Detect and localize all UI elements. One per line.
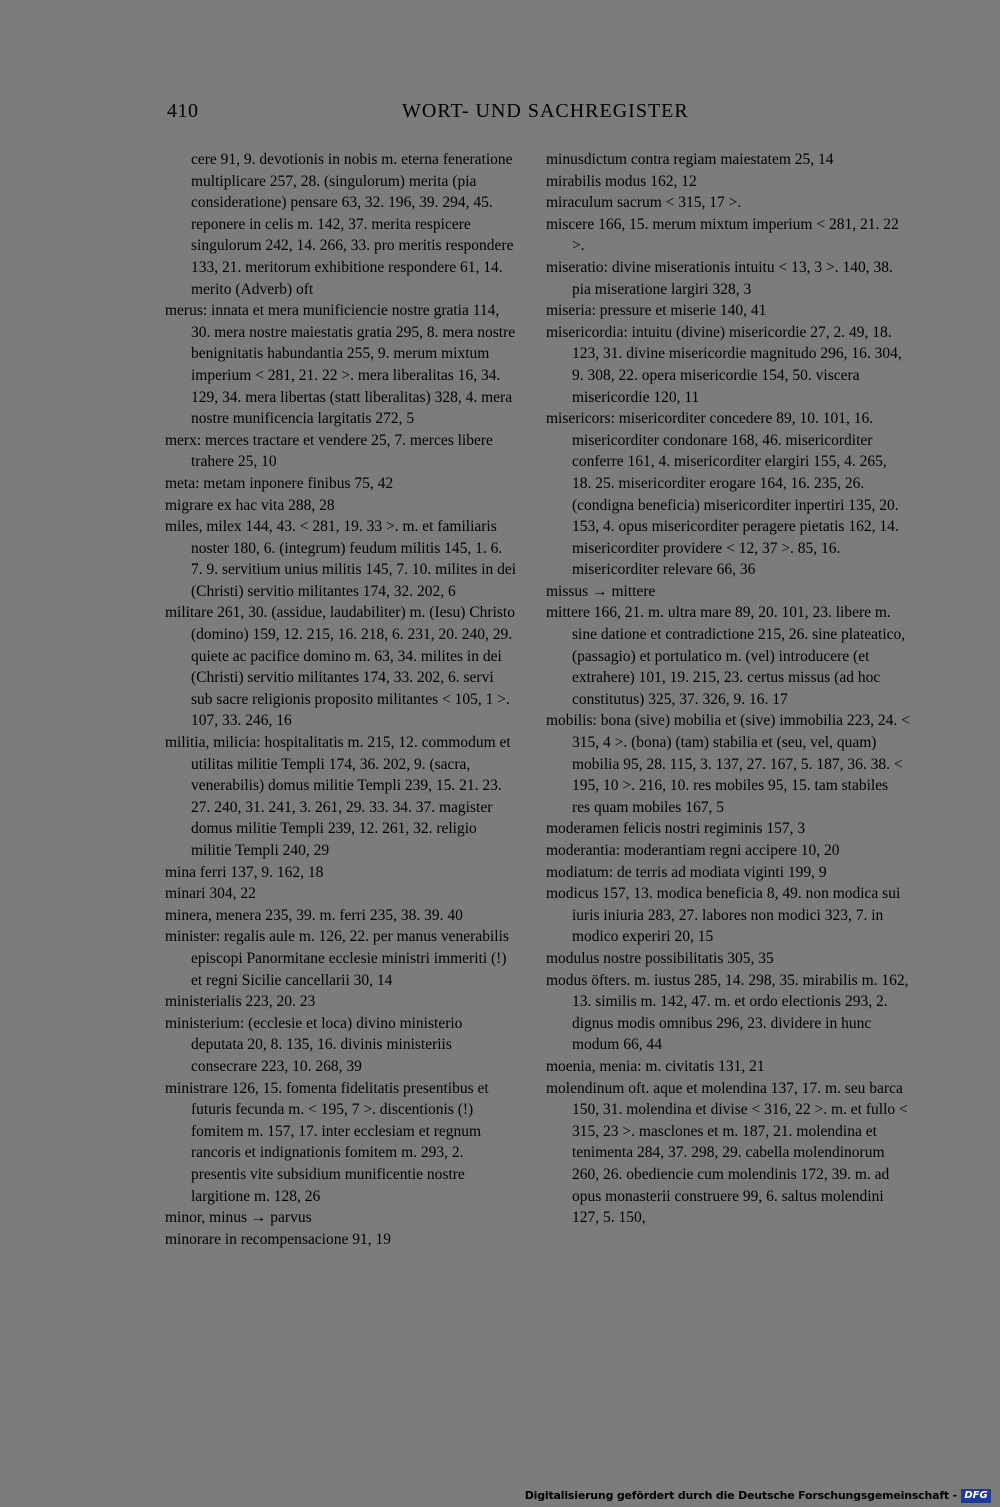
- index-entry: minari 304, 22: [165, 885, 256, 903]
- index-entry: cere 91, 9. devotionis in nobis m. eterna feneratione multiplicare 257, 28. (singulorum) merita (pia consideratione) pensare 63, 32. 196, 39. 294, 45. reponere in celis m. 142, 37. merita respicere singulorum 242, 14. 266, 33. pro meritis respondere 133, 21. meritorum exhibitione respondere 61, 14. merito (Adverb) oft: [191, 151, 514, 298]
- index-entry: mina ferri 137, 9. 162, 18: [165, 863, 324, 881]
- index-entry: militare 261, 30. (assidue, laudabiliter) m. (Iesu) Christo (domino) 159, 12. 215, 16. 218, 6. 231, 20. 240, 29. quiete ac pacifice domino m. 63, 34. milites in dei (Christi) servitio militantes 174, 33. 202, 6. servi sub sacre religionis proposito militantes < 105, 1 >. 107, 33. 246, 16: [165, 604, 515, 730]
- index-entry: merx: merces tractare et vendere 25, 7. merces libere trahere 25, 10: [165, 431, 493, 471]
- index-entry: miraculum sacrum < 315, 17 >.: [546, 194, 742, 212]
- page-header: [0, 100, 1000, 130]
- footer-credit: Digitalisierung gefördert durch die Deutsche Forschungsgemeinschaft -: [524, 1489, 957, 1502]
- index-entry: minusdictum contra regiam maiestatem 25, 14: [546, 151, 834, 168]
- index-entry: minor, minus → parvus: [165, 1209, 312, 1227]
- index-entry: mittere 166, 21. m. ultra mare 89, 20. 101, 23. libere m. sine datione et contradictione 215, 26. sine plateatico, (passagio) et portulatico m. (vel) introducere (et extrahere) 101, 19. 215, 23. certus missus (ad hoc constitutus) 325, 37. 326, 9. 16. 17: [546, 604, 906, 708]
- footer: [524, 1488, 993, 1506]
- index-entry: modulus nostre possibilitatis 305, 35: [546, 949, 774, 967]
- index-entry: minorare in recompensacione 91, 19: [165, 1230, 391, 1248]
- index-entry: moderamen felicis nostri regiminis 157, 3: [546, 820, 806, 838]
- index-entry: miles, milex 144, 43. < 281, 19. 33 >. m. et familiaris noster 180, 6. (integrum) feudum militis 145, 1. 6. 7. 9. servitium unius militis 145, 7. 10. milites in dei (Christi) servitio militantes 174, 32. 202, 6: [165, 518, 517, 600]
- index-entry: missus → mittere: [546, 582, 656, 600]
- index-entry: modicus 157, 13. modica beneficia 8, 49. non modica sui iuris iniuria 283, 27. labores non modici 323, 7. in modico experiri 20, 15: [546, 885, 901, 946]
- index-entry: meta: metam inponere finibus 75, 42: [165, 474, 394, 492]
- index-entry: modus öfters. m. iustus 285, 14. 298, 35. mirabilis m. 162, 13. similis m. 142, 47. m. et ordo electionis 293, 2. dignus modis omnibus 296, 23. dividere in hunc modum 66, 44: [546, 971, 909, 1054]
- running-title: WORT- UND SACHREGISTER: [402, 100, 689, 122]
- index-entry: misericordia: intuitu (divine) misericordie 27, 2. 49, 18. 123, 31. divine misericordie magnitudo 296, 16. 304, 9. 308, 22. opera misericordie 154, 50. viscera misericordie 120, 11: [546, 323, 902, 406]
- index-entry: moenia, menia: m. civitatis 131, 21: [546, 1057, 765, 1075]
- left-column: [165, 149, 517, 1250]
- index-entry: mobilis: bona (sive) mobilia et (sive) immobilia 223, 24. < 315, 4 >. (bona) (tam) stabilia et (seu, vel, quam) mobilia 95, 28. 115, 3. 137, 27. 167, 5. 187, 36. 38. < 195, 10 >. 216, 10. res mobiles 95, 15. tam stabiles res quam mobiles 167, 5: [546, 712, 910, 816]
- index-entry: molendinum oft. aque et molendina 137, 17. m. seu barca 150, 31. molendina et divise < 316, 22 >. m. et fullo < 315, 23 >. masclones et m. 187, 21. molendina et tenimenta 284, 37. 298, 29. cabella molendinorum 260, 26. obedienciе cum molendinis 172, 39. m. ad opus monasterii construere 99, 6. saltus molendini 127, 5. 150,: [546, 1079, 908, 1227]
- index-entry: minister: regalis aule m. 126, 22. per manus venerabilis episcopi Panormitane ecclesie ministri immeriti (!) et regni Sicilie cancellarii 30, 14: [165, 928, 509, 989]
- right-column: [546, 149, 910, 1229]
- page-number: 410: [167, 100, 199, 122]
- index-entry: minera, menera 235, 39. m. ferri 235, 38. 39. 40: [165, 906, 463, 924]
- index-entry: modiatum: de terris ad modiata viginti 199, 9: [546, 863, 827, 881]
- index-entry: ministerium: (ecclesie et loca) divino ministerio deputata 20, 8. 135, 16. divinis ministeriis consecrare 223, 10. 268, 39: [165, 1014, 463, 1075]
- index-entry: miscere 166, 15. merum mixtum imperium < 281, 21. 22 >.: [546, 215, 899, 255]
- index-entry: miseria: pressure et miserie 140, 41: [546, 302, 767, 320]
- index-entry: miseratio: divine miserationis intuitu < 13, 3 >. 140, 38. pia miseratione largiri 328, 3: [546, 258, 893, 298]
- index-entry: misericors: misericorditer concedere 89, 10. 101, 16. misericorditer condonare 168, 46. misericorditer conferre 161, 4. misericorditer elargiri 155, 4. 265, 18. 25. misericorditer erogare 164, 16. 235, 26. (condigna beneficia) misericorditer inpertiri 135, 20. 153, 4. opus misericorditer peragere pietatis 162, 14. misericorditer providere < 12, 37 >. 85, 16. misericorditer relevare 66, 36: [546, 410, 899, 579]
- index-entry: ministrare 126, 15. fomenta fidelitatis presentibus et futuris fecunda m. < 195, 7 >. discentionis (!) fomitem m. 157, 17. inter ecclesiam et regnum rancoris et indignationis fomitem m. 293, 2. presentis vite subsidium munificentie nostre largitione m. 128, 26: [165, 1079, 489, 1205]
- dfg-logo-icon: DFG: [961, 1489, 991, 1503]
- index-entry: militia, milicia: hospitalitatis m. 215, 12. commodum et utilitas militie Templi 174, 36. 202, 9. (sacra, venerabilis) domus militie Templi 239, 15. 21. 23. 27. 240, 31. 241, 3. 261, 29. 33. 34. 37. magister domus militie Templi 239, 12. 261, 32. religio militie Templi 240, 29: [165, 734, 511, 859]
- index-entry: ministerialis 223, 20. 23: [165, 993, 316, 1011]
- index-entry: mirabilis modus 162, 12: [546, 172, 697, 190]
- index-entry: moderantia: moderantiam regni accipere 10, 20: [546, 842, 840, 859]
- index-entry: migrare ex hac vita 288, 28: [165, 496, 335, 514]
- index-entry: merus: innata et mera munificiencie nostre gratia 114, 30. mera nostre maiestatis gratia 295, 8. mera nostre benignitatis habundantia 255, 9. merum mixtum imperium < 281, 21. 22 >. mera liberalitas 16, 34. 129, 34. mera libertas (statt liberalitas) 328, 4. mera nostre munificencia largitatis 272, 5: [165, 302, 516, 428]
